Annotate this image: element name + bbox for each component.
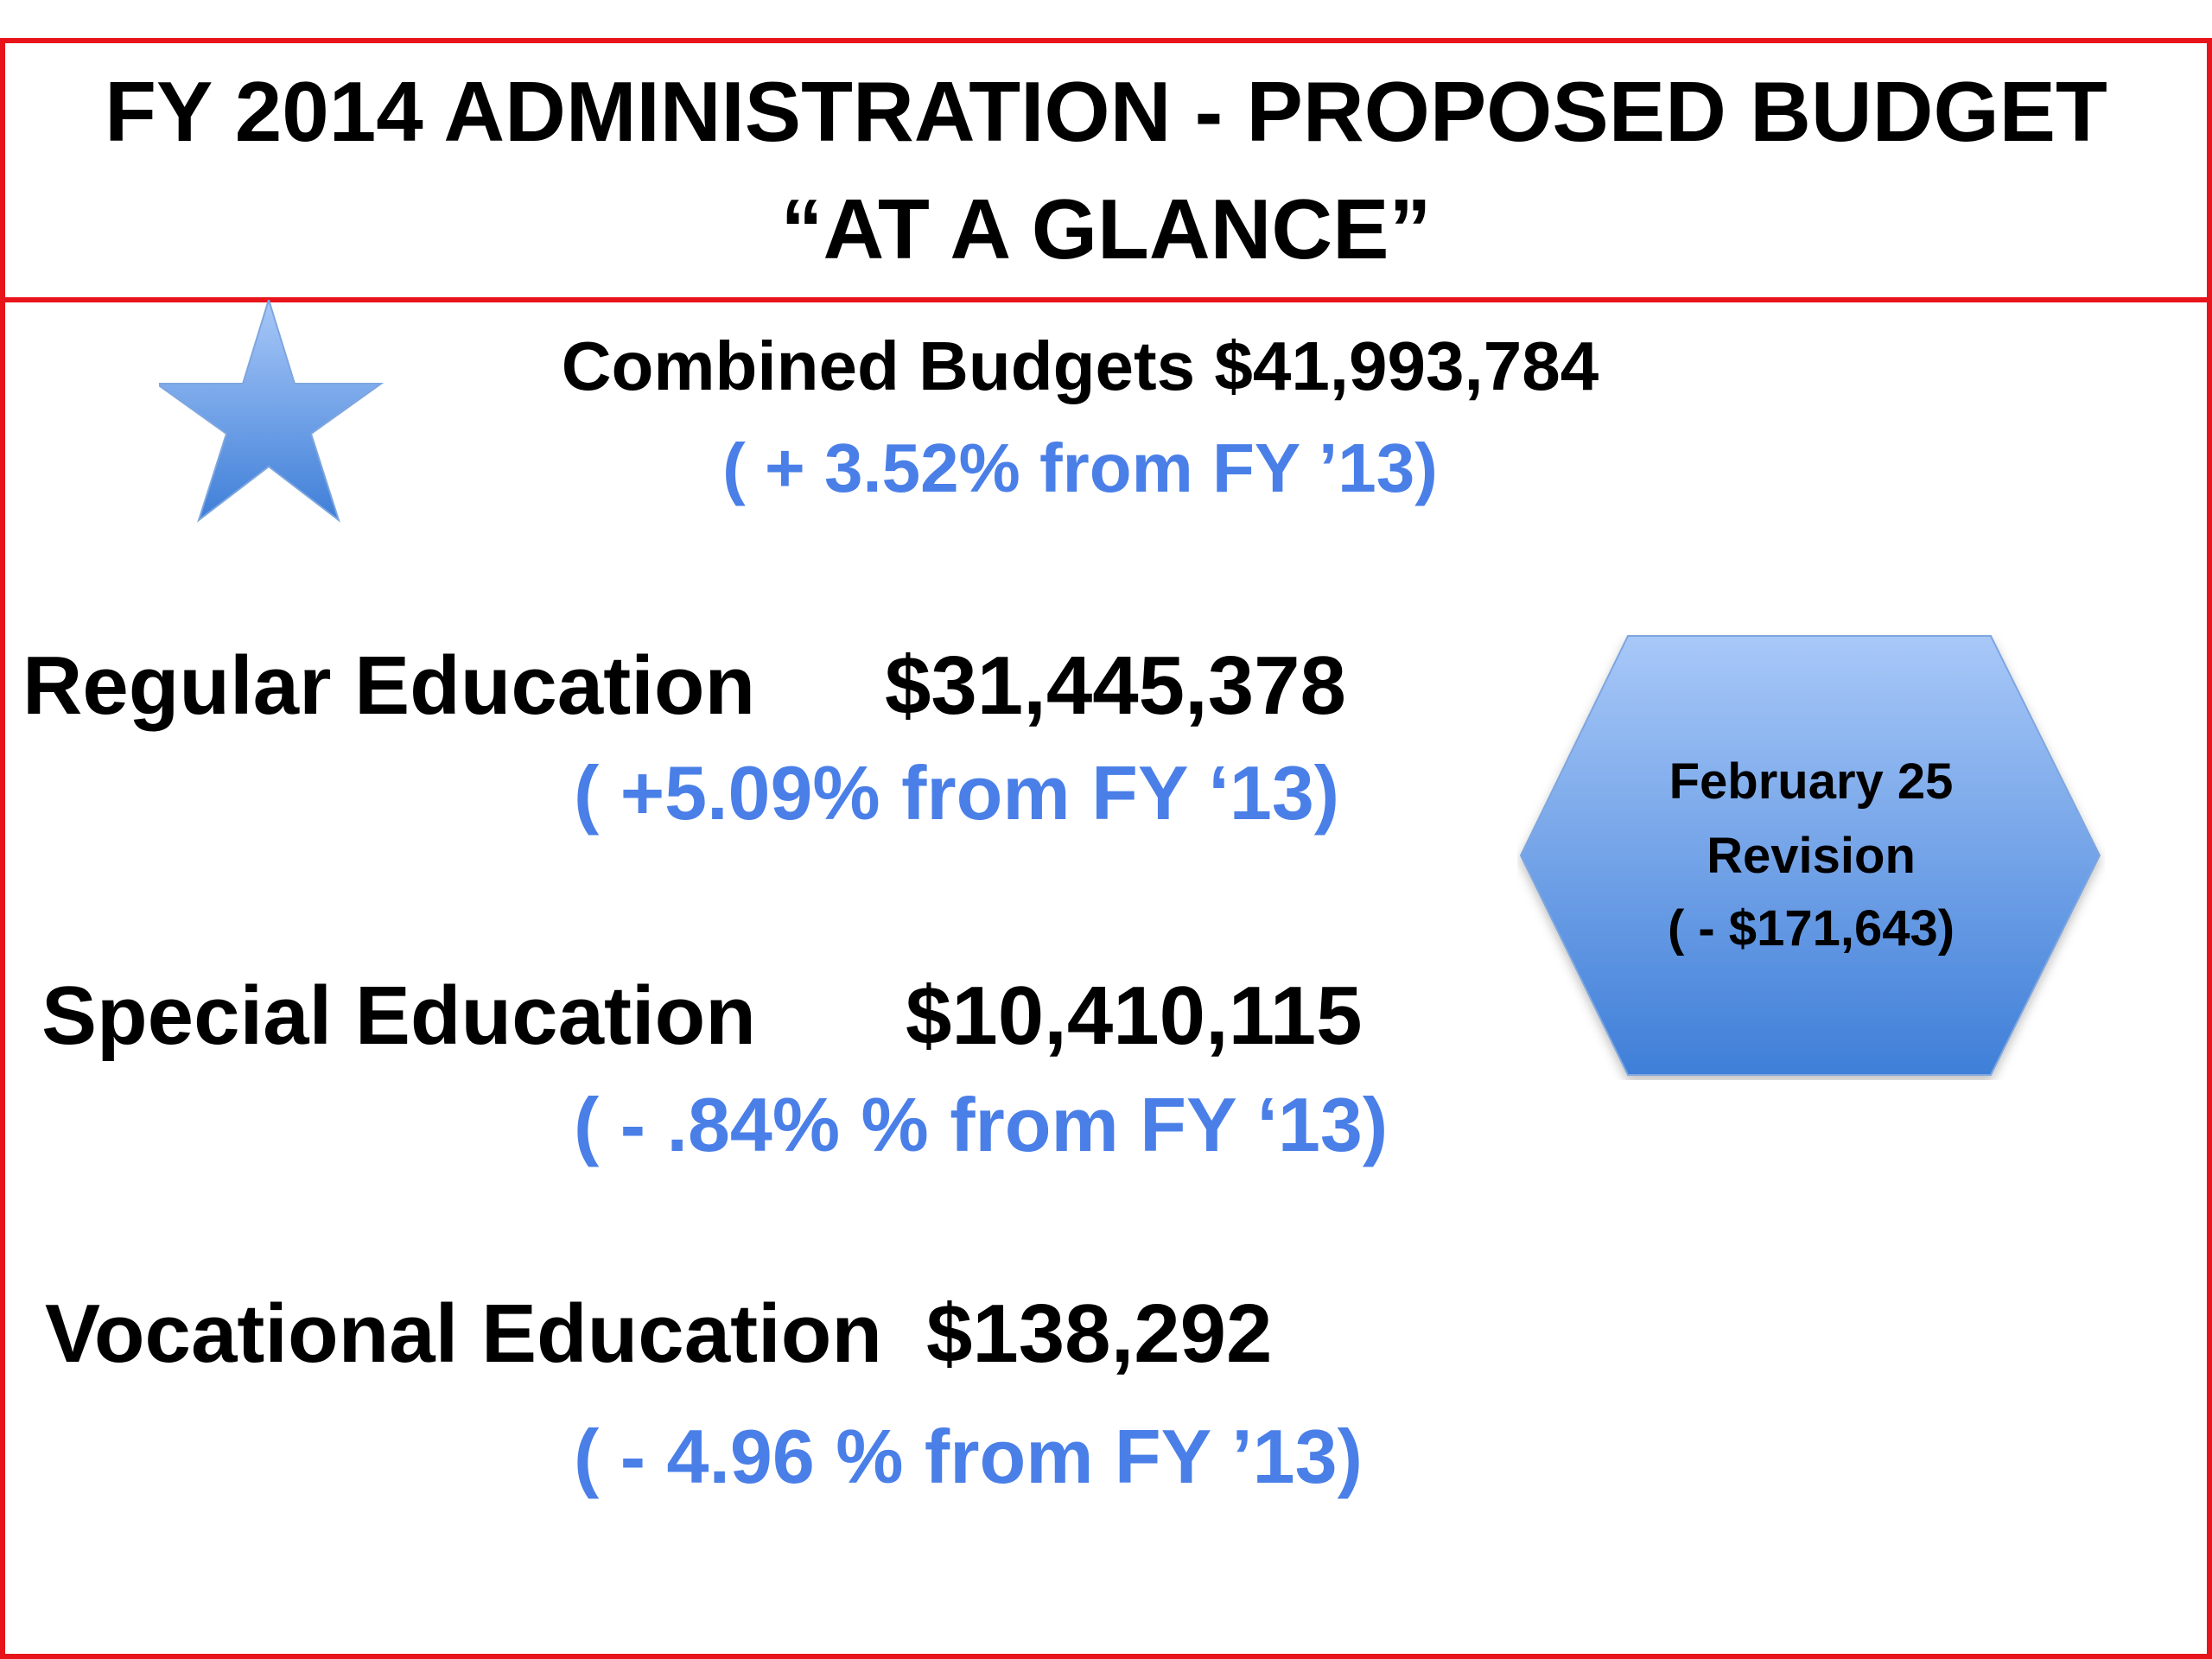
special-education-amount: $10,410,115 bbox=[906, 969, 1363, 1062]
regular-education-change: ( +5.09% from FY ‘13) bbox=[574, 750, 1340, 836]
regular-education-amount: $31,445,378 bbox=[885, 639, 1346, 732]
revision-amount: ( - $171,643) bbox=[1667, 900, 1955, 957]
special-education-label: Special Education bbox=[41, 969, 756, 1062]
revision-label: Revision bbox=[1707, 828, 1916, 884]
combined-change: ( + 3.52% from FY ’13) bbox=[722, 429, 1438, 506]
regular-education-label: Regular Education bbox=[22, 639, 756, 732]
vocational-education-amount: $138,292 bbox=[926, 1287, 1273, 1380]
page-subtitle: “AT A GLANCE” bbox=[780, 181, 1432, 276]
revision-date: February 25 bbox=[1669, 753, 1954, 810]
combined-budgets: Combined Budgets $41,993,784 bbox=[561, 327, 1599, 404]
special-education-change: ( - .84% % from FY ‘13) bbox=[574, 1082, 1389, 1167]
vocational-education-change: ( - 4.96 % from FY ’13) bbox=[574, 1414, 1363, 1499]
revision-hexagon bbox=[1517, 634, 2105, 1080]
page-title: FY 2014 ADMINISTRATION - PROPOSED BUDGET bbox=[105, 64, 2107, 159]
vocational-education-label: Vocational Education bbox=[45, 1287, 882, 1380]
